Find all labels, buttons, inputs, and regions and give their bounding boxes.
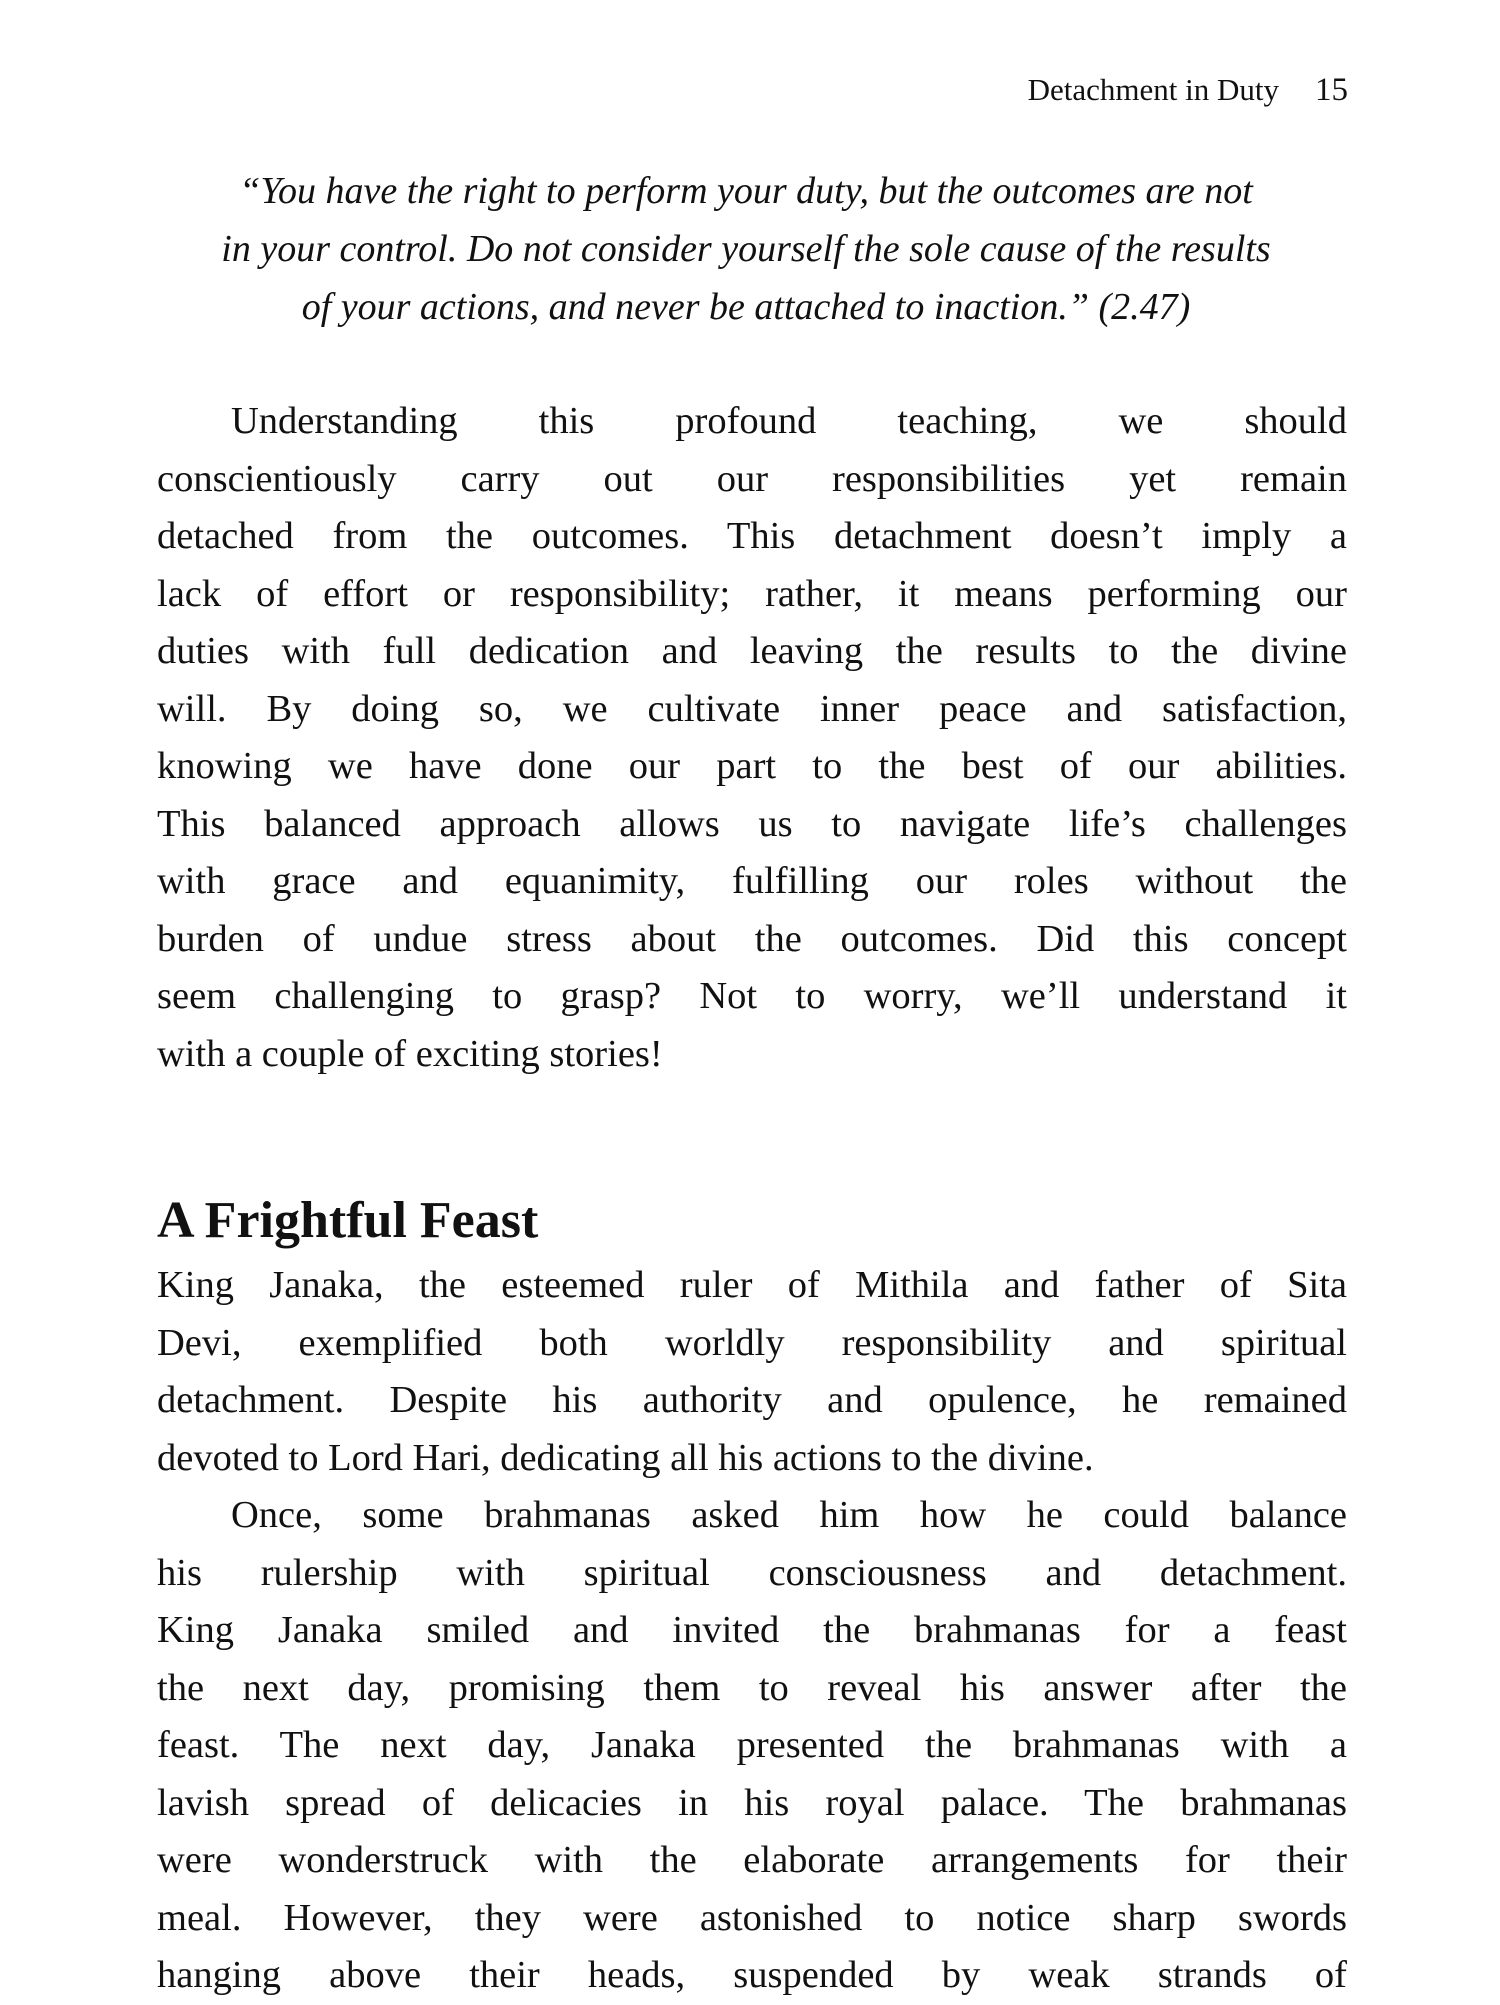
text-line: knowing we have done our part to the best of our abilities. (157, 745, 1347, 787)
text-line: will. By doing so, we cultivate inner peace and satisfaction, (157, 687, 1347, 730)
text-line: detached from the outcomes. This detachment doesn’t imply a (157, 515, 1347, 557)
text-line: burden of undue stress about the outcomes. Did this concept (157, 917, 1347, 960)
text-line: with grace and equanimity, fulfilling our roles without the (157, 860, 1347, 902)
running-head (1028, 68, 1348, 112)
text-line: devoted to Lord Hari, dedicating all his actions to the divine. (157, 1436, 1094, 1479)
text-line: with a couple of exciting stories! (157, 1032, 663, 1075)
text-line: duties with full dedication and leaving the results to the divine (157, 630, 1347, 672)
text-line: his rulership with spiritual consciousness and detachment. (157, 1551, 1347, 1594)
quote-line: of your actions, and never be attached to inaction.” (2.47) (301, 286, 1191, 328)
paragraph-feast (157, 1487, 1347, 2005)
text-line: seem challenging to grasp? Not to worry, we’ll understand it (157, 975, 1347, 1017)
text-line: the next day, promising them to reveal his answer after the (157, 1666, 1347, 1709)
text-line: hanging above their heads, suspended by weak strands of (157, 1954, 1347, 1996)
text-line: lack of effort or responsibility; rather, it means performing our (157, 572, 1347, 615)
text-line: were wonderstruck with the elaborate arrangements for their (157, 1839, 1347, 1881)
text-line: Devi, exemplified both worldly responsibility and spiritual (157, 1321, 1347, 1364)
page-number: 15 (1315, 72, 1348, 108)
text-line: feast. The next day, Janaka presented the brahmanas with a (157, 1724, 1347, 1766)
text-line: conscientiously carry out our responsibilities yet remain (157, 457, 1347, 500)
text-line: King Janaka smiled and invited the brahmanas for a feast (157, 1609, 1347, 1651)
quote-line: “You have the right to perform your duty, but the outcomes are not (239, 170, 1253, 212)
text-line: King Janaka, the esteemed ruler of Mithila and father of Sita (157, 1264, 1347, 1306)
paragraph-king-janaka (157, 1257, 1347, 1487)
text-line: lavish spread of delicacies in his royal palace. The brahmanas (157, 1781, 1347, 1824)
running-head-title: Detachment in Duty (1027, 72, 1279, 107)
verse-quote (148, 162, 1344, 336)
text-line: Once, some brahmanas asked him how he could balance (231, 1494, 1347, 1536)
section-heading: A Frightful Feast (157, 1192, 539, 1250)
text-line: Understanding this profound teaching, we should (231, 400, 1347, 442)
text-line: detachment. Despite his authority and opulence, he remained (157, 1379, 1347, 1421)
quote-line: in your control. Do not consider yourself the sole cause of the results (221, 228, 1271, 270)
text-line: This balanced approach allows us to navigate life’s challenges (157, 802, 1347, 845)
paragraph-understanding (157, 393, 1347, 1083)
text-line: meal. However, they were astonished to notice sharp swords (157, 1896, 1347, 1939)
